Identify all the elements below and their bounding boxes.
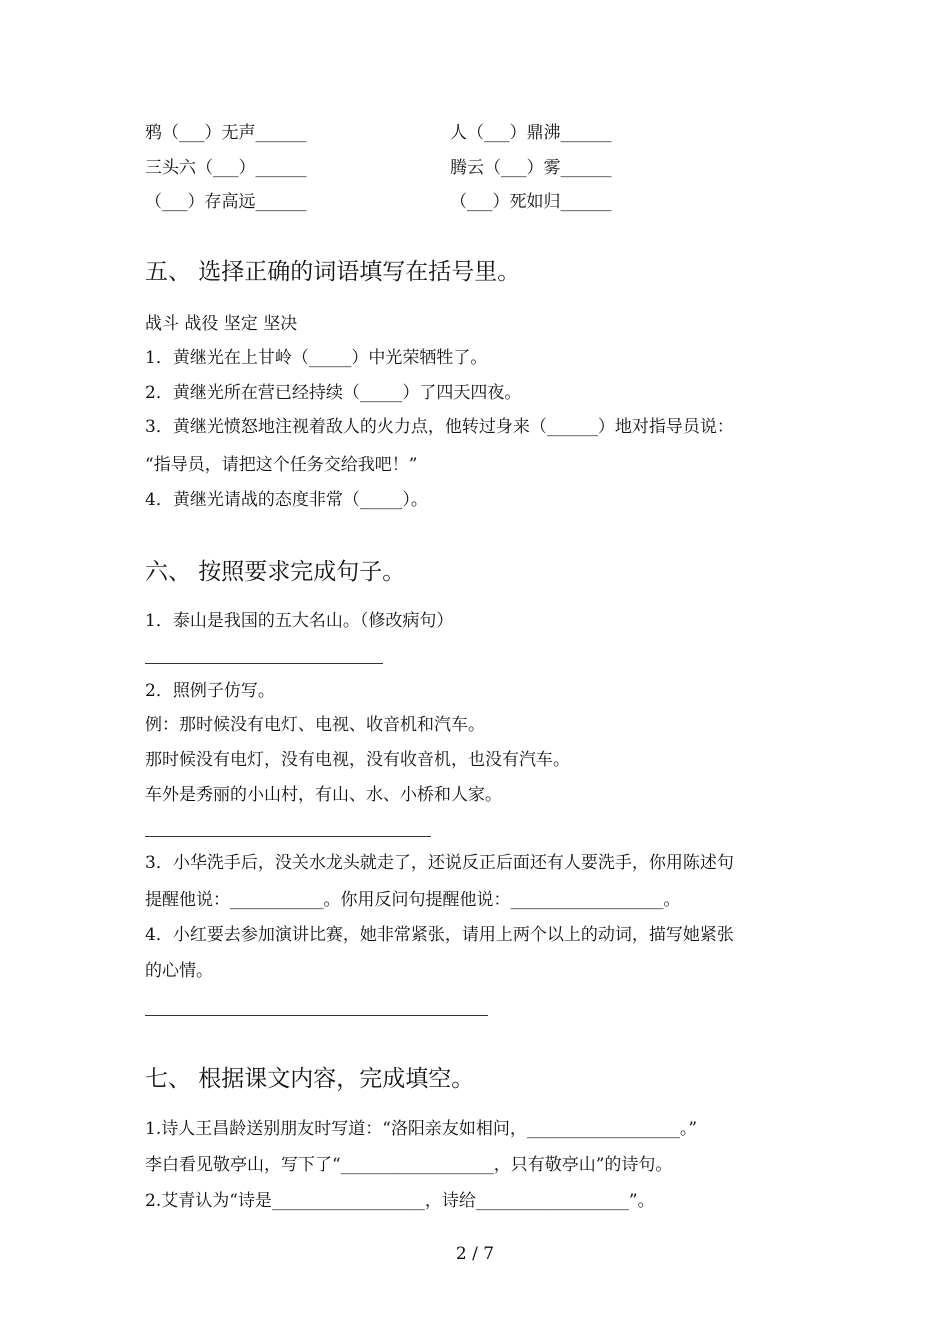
- section-6-title: 六、 按照要求完成句子。: [145, 559, 406, 585]
- section-5-word-bank: 战斗 战役 坚定 坚决: [145, 314, 298, 334]
- idiom-item: （___）存高远______: [145, 192, 307, 212]
- answer-line: [145, 663, 383, 664]
- idiom-item: 腾云（___）雾______: [450, 158, 612, 178]
- idiom-item: 鸦（___）无声______: [145, 123, 307, 143]
- answer-line: [145, 1015, 488, 1016]
- idiom-item: 人（___）鼎沸______: [450, 123, 612, 143]
- section-6-q2-task: 车外是秀丽的小山村，有山、水、小桥和人家。: [145, 785, 502, 805]
- section-7-item: 2.艾青认为“诗是__________________，诗给__________________”。: [145, 1191, 655, 1211]
- section-6-q3: 3．小华洗手后，没关水龙头就走了，还说反正后面还有人要洗手，你用陈述句: [145, 853, 734, 873]
- section-6-q2-rewrite: 那时候没有电灯，没有电视，没有收音机，也没有汽车。: [145, 750, 570, 770]
- section-5-item: 1．黄继光在上甘岭（_____）中光荣牺牲了。: [145, 348, 488, 368]
- section-6-q1: 1．泰山是我国的五大名山。（修改病句）: [145, 611, 454, 631]
- section-7-item: 1.诗人王昌龄送别朋友时写道：“洛阳亲友如相问，__________________。”: [145, 1119, 698, 1139]
- idiom-item: （___）死如归______: [450, 192, 612, 212]
- section-6-q3: 提醒他说：___________。你用反问句提醒他说：__________________。: [145, 890, 681, 910]
- section-6-q2-example: 例：那时候没有电灯、电视、收音机和汽车。: [145, 715, 485, 735]
- section-5-item: 2．黄继光所在营已经持续（_____）了四天四夜。: [145, 383, 522, 403]
- section-5-item: 3．黄继光愤怒地注视着敌人的火力点，他转过身来（______）地对指导员说：: [145, 417, 734, 437]
- section-5-item: 4．黄继光请战的态度非常（_____）。: [145, 490, 428, 510]
- section-5-title: 五、 选择正确的词语填写在括号里。: [145, 259, 521, 285]
- section-6-q4: 的心情。: [145, 961, 213, 981]
- page-number: 2 / 7: [455, 1244, 495, 1264]
- section-6-q2-title: 2．照例子仿写。: [145, 681, 275, 701]
- section-6-q4: 4．小红要去参加演讲比赛，她非常紧张，请用上两个以上的动词，描写她紧张: [145, 925, 734, 945]
- section-7-title: 七、 根据课文内容，完成填空。: [145, 1066, 475, 1092]
- idiom-item: 三头六（___）______: [145, 158, 307, 178]
- answer-line: [145, 836, 431, 837]
- section-7-item: 李白看见敬亭山，写下了“__________________，只有敬亭山”的诗句。: [145, 1155, 673, 1175]
- section-5-item: “指导员，请把这个任务交给我吧！”: [145, 455, 418, 475]
